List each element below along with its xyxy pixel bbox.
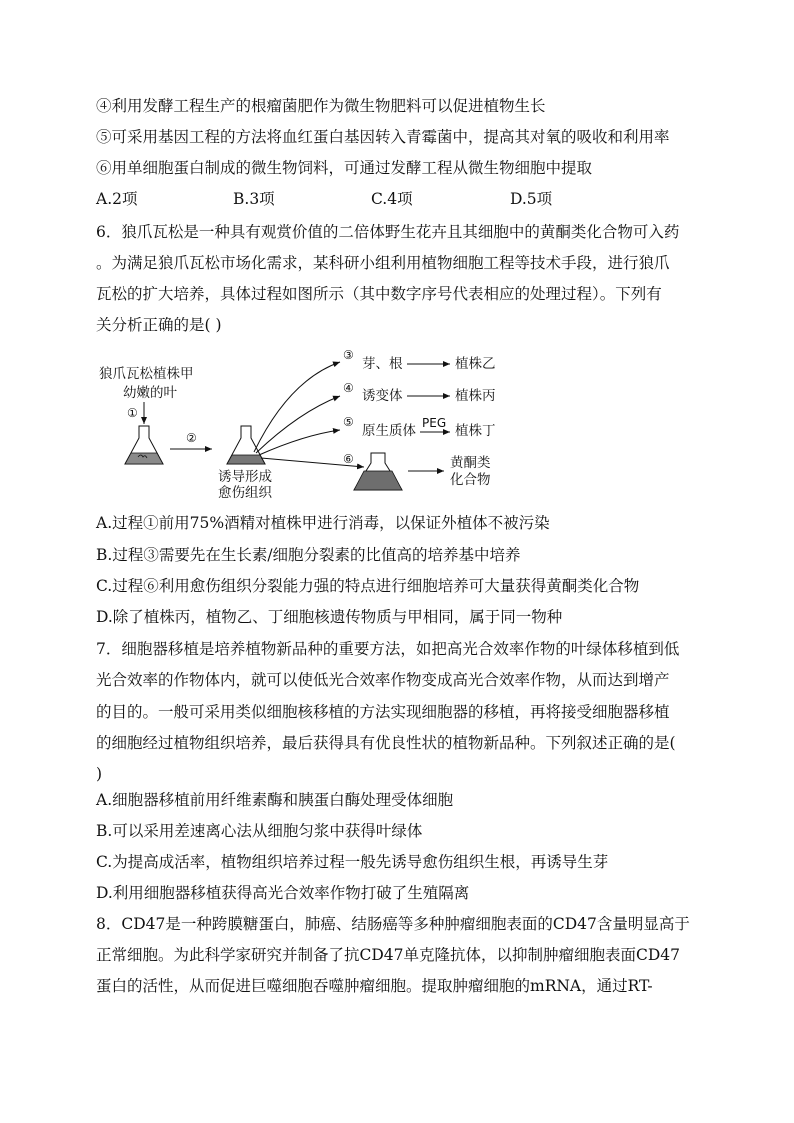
q7-stem-line-4: 的细胞经过植物组织培养，最后获得具有优良性状的植物新品种。下列叙述正确的是( [96, 734, 676, 752]
flavonoid-label-2: 化合物 [450, 472, 491, 488]
arrow-step-5 [259, 430, 340, 455]
step-4-label: ④ [343, 381, 354, 395]
plant-label-2: 幼嫩的叶 [123, 385, 177, 401]
q7-stem-line-1: 7．细胞器移植是培养植物新品种的重要方法，如把高光合效率作物的叶绿体移植到低 [96, 640, 680, 658]
callus-label-1: 诱导形成 [218, 469, 272, 485]
q5-option-b: B.3项 [233, 190, 275, 208]
statement-4: ④利用发酵工程生产的根瘤菌肥作为微生物肥料可以促进植物生长 [96, 97, 546, 115]
q6-stem-line-2: 。为满足狼爪瓦松市场化需求，某科研小组利用植物细胞工程等技术手段，进行狼爪 [96, 254, 670, 272]
flavonoid-label-1: 黄酮类 [450, 455, 491, 471]
q5-option-d: D.5项 [510, 190, 553, 208]
q6-stem-line-4: 关分析正确的是( ) [96, 316, 222, 334]
q7-option-d: D.利用细胞器移植获得高光合效率作物打破了生殖隔离 [96, 884, 470, 902]
flask-2-icon [227, 426, 265, 464]
q8-stem-line-1: 8．CD47是一种跨膜糖蛋白，肺癌、结肠癌等多种肿瘤细胞表面的CD47含量明显高于 [96, 915, 690, 933]
q6-option-b: B.过程③需要先在生长素/细胞分裂素的比值高的培养基中培养 [96, 546, 521, 564]
q7-stem-line-5: ) [96, 765, 103, 783]
q7-stem-line-2: 光合效率的作物体内，就可以使低光合效率作物变成高光合效率作物，从而达到增产 [96, 671, 670, 689]
q5-option-a: A.2项 [96, 190, 138, 208]
q8-stem-line-3: 蛋白的活性，从而促进巨噬细胞吞噬肿瘤细胞。提取肿瘤细胞的mRNA，通过RT- [96, 977, 653, 995]
q6-stem-line-3: 瓦松的扩大培养，具体过程如图所示（其中数字序号代表相应的处理过程）。下列有 [96, 285, 662, 303]
plant-d-label: 植株丁 [455, 423, 496, 439]
flask-3-icon [354, 453, 402, 490]
arrow-step-3 [254, 362, 340, 452]
branch-4-source: 诱变体 [362, 388, 403, 404]
q5-option-c: C.4项 [371, 190, 413, 208]
flask-1-icon [125, 426, 163, 464]
plant-c-label: 植株丙 [455, 388, 496, 404]
q7-option-a: A.细胞器移植前用纤维素酶和胰蛋白酶处理受体细胞 [96, 791, 454, 809]
plant-b-label: 植株乙 [455, 356, 496, 372]
step-2-label: ② [186, 431, 197, 445]
peg-label: PEG [422, 416, 447, 430]
q7-stem-line-3: 的目的。一般可采用类似细胞核移植的方法实现细胞器的移植，再将接受细胞器移植 [96, 703, 670, 721]
statement-5: ⑤可采用基因工程的方法将血红蛋白基因转入青霉菌中，提高其对氧的吸收和利用率 [96, 128, 670, 146]
step-6-label: ⑥ [343, 452, 354, 466]
q7-option-b: B.可以采用差速离心法从细胞匀浆中获得叶绿体 [96, 822, 423, 840]
q6-option-d: D.除了植株丙，植物乙、丁细胞核遗传物质与甲相同，属于同一物种 [96, 608, 563, 626]
branch-5-source: 原生质体 [362, 423, 416, 439]
q6-option-a: A.过程①前用75%酒精对植株甲进行消毒，以保证外植体不被污染 [96, 514, 550, 532]
q8-stem-line-2: 正常细胞。为此科学家研究并制备了抗CD47单克隆抗体，以抑制肿瘤细胞表面CD47 [96, 946, 681, 964]
plant-label-1: 狼爪瓦松植株甲 [99, 366, 194, 382]
step-1-label: ① [127, 406, 138, 420]
branch-3-source: 芽、根 [362, 356, 403, 372]
step-3-label: ③ [343, 348, 354, 362]
q6-stem-line-1: 6．狼爪瓦松是一种具有观赏价值的二倍体野生花卉且其细胞中的黄酮类化合物可入药 [96, 223, 680, 241]
step-5-label: ⑤ [343, 415, 354, 429]
q6-option-c: C.过程⑥利用愈伤组织分裂能力强的特点进行细胞培养可大量获得黄酮类化合物 [96, 577, 640, 595]
q7-option-c: C.为提高成活率，植物组织培养过程一般先诱导愈伤组织生根，再诱导生芽 [96, 853, 609, 871]
statement-6: ⑥用单细胞蛋白制成的微生物饲料，可通过发酵工程从微生物细胞中提取 [96, 159, 593, 177]
callus-label-2: 愈伤组织 [218, 485, 272, 501]
culture-process-diagram [94, 340, 514, 505]
